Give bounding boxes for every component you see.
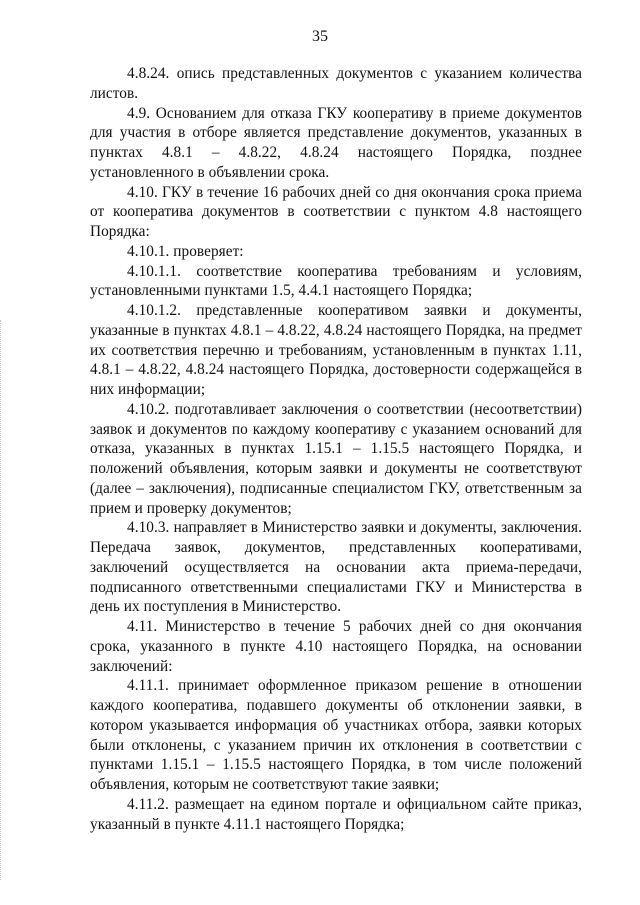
paragraph-4-10-3: 4.10.3. направляет в Министерство заявки и документы, заключения. Передача заявок, документов, представленных кооперативами, заключений осуществляется на основании акта приема-передачи, подписанного ответственными специалистами ГКУ и Министерства в день их поступления в Министерство. (90, 519, 582, 616)
paragraph-4-11: 4.11. Министерство в течение 5 рабочих дней со дня окончания срока, указанного в пункте 4.10 настоящего Порядка, на основании заключений: (90, 618, 582, 675)
paragraph-4-10-1: 4.10.1. проверяет: (127, 242, 244, 260)
paragraph-4-9: 4.9. Основанием для отказа ГКУ кооперативу в приеме документов для участия в отборе является представление документов, указанных в пунктах 4.8.1 – 4.8.22, 4.8.24 настоящего Порядка, позднее установленного в объявлении срока. (90, 104, 582, 181)
paragraph-4-10-1-2: 4.10.1.2. представленные кооперативом заявки и документы, указанные в пунктах 4.8.1 – 4.8.22, 4.8.24 настоящего Порядка, на предмет их соответствия перечню и требованиям, установленным в пунктах 1.11, 4.8.1 – 4.8.22, 4.8.24 настоящего Порядка, достоверности содержащейся в них информации; (90, 302, 582, 398)
paragraph-4-10-2: 4.10.2. подготавливает заключения о соответствии (несоответствии) заявок и документов по каждому кооперативу с указанием оснований для отказа, указанных в пунктах 1.15.1 – 1.15.5 настоящего Порядка, и положений объявления, которым заявки и документы не соответствуют (далее – заключения), подписанные специалистом ГКУ, ответственным за прием и проверку документов; (90, 400, 582, 517)
paragraph-4-10-1-1: 4.10.1.1. соответствие кооператива требованиям и условиям, установленными пунктами 1.5, 4.4.1 настоящего Порядка; (90, 262, 582, 300)
paragraph-4-10: 4.10. ГКУ в течение 16 рабочих дней со дня окончания срока приема от кооператива документов в соответствии с пунктом 4.8 настоящего Порядка: (90, 183, 582, 240)
page-number: 35 (312, 28, 328, 45)
paragraph-4-8-24: 4.8.24. опись представленных документов с указанием количества листов. (90, 65, 582, 102)
paragraph-4-11-1: 4.11.1. принимает оформленное приказом решение в отношении каждого кооператива, подавшего документы об отклонении заявки, в котором указывается информация об участниках отбора, заявки которых были отклонены, с указанием причин их отклонения в соответствии с пунктами 1.15.1 – 1.15.5 настоящего Порядка, в том числе положений объявления, которым не соответствуют такие заявки; (90, 677, 582, 793)
paragraph-4-11-2: 4.11.2. размещает на едином портале и официальном сайте приказ, указанный в пункте 4.11.1 настоящего Порядка; (90, 795, 582, 833)
document-body (90, 64, 582, 834)
scan-edge-mark (0, 320, 3, 880)
